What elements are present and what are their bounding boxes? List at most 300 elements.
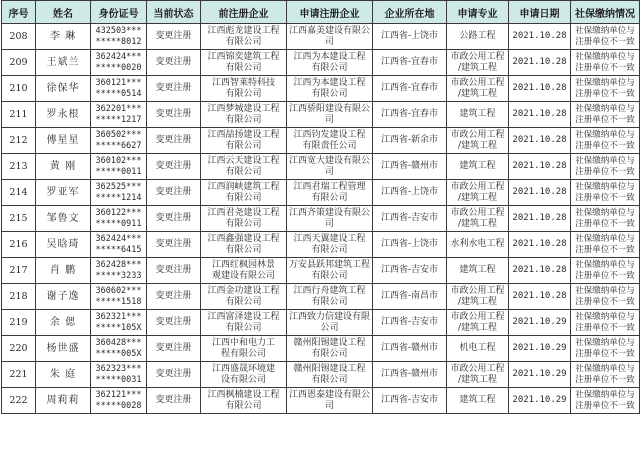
major-line-2: /建筑工程 bbox=[457, 192, 498, 203]
cell-insurance bbox=[571, 362, 640, 388]
prev-company-line-1: 江西富泽建设工程 bbox=[207, 311, 280, 322]
header-location: 企业所在地 bbox=[373, 1, 447, 24]
id-line-2: *****6415 bbox=[95, 244, 142, 255]
prev-company-line-2: 有限公司 bbox=[225, 296, 262, 307]
header-no: 序号 bbox=[2, 1, 36, 24]
cell-date: 2021.10.28 bbox=[509, 284, 571, 310]
apply-company-line-2: 有限公司 bbox=[311, 244, 348, 255]
table-row bbox=[2, 154, 640, 180]
insurance-line-1: 社保缴纳单位与 bbox=[575, 260, 635, 270]
cell-insurance bbox=[571, 310, 640, 336]
cell-date: 2021.10.28 bbox=[509, 206, 571, 232]
cell-location: 江西省-赣州市 bbox=[373, 336, 447, 362]
apply-company-line-1: 赣州阳锡建设工程 bbox=[293, 337, 366, 348]
cell-status: 变更注册 bbox=[147, 128, 201, 154]
header-id: 身份证号 bbox=[91, 1, 147, 24]
apply-company-line-2: 有限公司 bbox=[311, 270, 348, 281]
cell-status: 变更注册 bbox=[147, 206, 201, 232]
cell-major bbox=[447, 362, 509, 388]
cell-location: 江西省-赣州市 bbox=[373, 154, 447, 180]
cell-apply-company bbox=[287, 284, 373, 310]
major-line-2: /建筑工程 bbox=[457, 296, 498, 307]
cell-id bbox=[91, 128, 147, 154]
cell-date: 2021.10.28 bbox=[509, 76, 571, 102]
cell-location: 江西省-南昌市 bbox=[373, 284, 447, 310]
cell-no: 213 bbox=[2, 154, 36, 180]
cell-major bbox=[447, 128, 509, 154]
table-row bbox=[2, 336, 640, 362]
prev-company-line-2: 有限公司 bbox=[225, 192, 262, 203]
table-row bbox=[2, 206, 640, 232]
cell-prev-company bbox=[201, 76, 287, 102]
cell-id bbox=[91, 388, 147, 414]
cell-id bbox=[91, 336, 147, 362]
header-insurance: 社保缴纳情况 bbox=[571, 1, 640, 24]
cell-major bbox=[447, 206, 509, 232]
prev-company-line-2: 有限公司 bbox=[225, 62, 262, 73]
major-line-2: /建筑工程 bbox=[457, 218, 498, 229]
table-row bbox=[2, 50, 640, 76]
major-line-2: /建筑工程 bbox=[457, 322, 498, 333]
insurance-line-2: 注册单位不一致 bbox=[575, 296, 635, 307]
cell-status: 变更注册 bbox=[147, 154, 201, 180]
prev-company-line-1: 江西盛晟环境建 bbox=[211, 363, 275, 374]
table-header-row bbox=[2, 1, 640, 24]
major-line-1: 市政公用工程 bbox=[450, 77, 505, 88]
id-line-1: 360602*** bbox=[95, 285, 142, 296]
prev-company-line-1: 江西智莱特科技 bbox=[211, 77, 275, 88]
cell-date: 2021.10.28 bbox=[509, 102, 571, 128]
apply-company-line-1: 江西骄阳建设有限公司 bbox=[288, 103, 370, 125]
id-line-1: 362525*** bbox=[95, 181, 142, 192]
cell-name: 王斌兰 bbox=[36, 50, 91, 76]
insurance-line-1: 社保缴纳单位与 bbox=[575, 130, 635, 140]
apply-company-line-1: 江西宽大建设有限公司 bbox=[288, 155, 370, 177]
id-line-1: 362428*** bbox=[95, 259, 142, 270]
cell-apply-company bbox=[287, 24, 373, 50]
major-line-1: 机电工程 bbox=[459, 343, 496, 353]
cell-location: 江西省-宜春市 bbox=[373, 50, 447, 76]
cell-status: 变更注册 bbox=[147, 284, 201, 310]
cell-date: 2021.10.28 bbox=[509, 24, 571, 50]
cell-status: 变更注册 bbox=[147, 258, 201, 284]
cell-id bbox=[91, 310, 147, 336]
cell-apply-company bbox=[287, 128, 373, 154]
id-line-2: *****1214 bbox=[95, 192, 142, 203]
cell-id bbox=[91, 362, 147, 388]
prev-company-line-2: 有限公司 bbox=[225, 218, 262, 229]
major-line-1: 市政公用工程 bbox=[450, 51, 505, 62]
cell-apply-company bbox=[287, 50, 373, 76]
id-line-2: *****8012 bbox=[95, 36, 142, 47]
cell-id bbox=[91, 24, 147, 50]
cell-no: 221 bbox=[2, 362, 36, 388]
apply-company-line-2: 有限公司 bbox=[311, 374, 348, 385]
cell-location: 江西省-吉安市 bbox=[373, 206, 447, 232]
cell-status: 变更注册 bbox=[147, 362, 201, 388]
cell-no: 209 bbox=[2, 50, 36, 76]
cell-id bbox=[91, 76, 147, 102]
table-row bbox=[2, 284, 640, 310]
insurance-line-1: 社保缴纳单位与 bbox=[575, 156, 635, 166]
apply-company-line-1: 万安县跃邦建筑工程 bbox=[288, 259, 370, 270]
apply-company-line-2: 有限公司 bbox=[311, 348, 348, 359]
apply-company-line-1: 赣州阳锡建设工程 bbox=[293, 363, 366, 374]
cell-no: 214 bbox=[2, 180, 36, 206]
cell-apply-company bbox=[287, 206, 373, 232]
id-line-1: 362121*** bbox=[95, 389, 142, 400]
cell-status: 变更注册 bbox=[147, 76, 201, 102]
cell-insurance bbox=[571, 388, 640, 414]
cell-date: 2021.10.28 bbox=[509, 154, 571, 180]
cell-id bbox=[91, 206, 147, 232]
major-line-1: 建筑工程 bbox=[459, 395, 496, 405]
id-line-1: 360102*** bbox=[95, 155, 142, 166]
cell-prev-company bbox=[201, 310, 287, 336]
major-line-2: /建筑工程 bbox=[457, 374, 498, 385]
cell-date: 2021.10.29 bbox=[509, 388, 571, 414]
table-row bbox=[2, 232, 640, 258]
id-line-2: *****005X bbox=[95, 348, 142, 359]
cell-location: 江西省-上饶市 bbox=[373, 180, 447, 206]
cell-location: 江西省-上饶市 bbox=[373, 24, 447, 50]
apply-company-line-2: 公司 bbox=[320, 322, 339, 333]
major-line-1: 水利水电工程 bbox=[450, 239, 505, 249]
prev-company-line-2: 有限公司 bbox=[225, 88, 262, 99]
major-line-2: /建筑工程 bbox=[457, 140, 498, 151]
table-row bbox=[2, 102, 640, 128]
prev-company-line-1: 江西中和电力工 bbox=[211, 337, 275, 348]
header-date: 申请日期 bbox=[509, 1, 571, 24]
cell-prev-company bbox=[201, 336, 287, 362]
insurance-line-2: 注册单位不一致 bbox=[575, 374, 635, 385]
prev-company-line-2: 有限公司 bbox=[225, 166, 262, 177]
cell-status: 变更注册 bbox=[147, 102, 201, 128]
cell-insurance bbox=[571, 154, 640, 180]
cell-name: 徐保华 bbox=[36, 76, 91, 102]
major-line-1: 建筑工程 bbox=[459, 161, 496, 171]
insurance-line-2: 注册单位不一致 bbox=[575, 114, 635, 125]
cell-name: 吴晗琦 bbox=[36, 232, 91, 258]
cell-name: 罗永根 bbox=[36, 102, 91, 128]
cell-name: 肖 鹏 bbox=[36, 258, 91, 284]
cell-location: 江西省-赣州市 bbox=[373, 362, 447, 388]
cell-prev-company bbox=[201, 180, 287, 206]
cell-apply-company bbox=[287, 180, 373, 206]
cell-id bbox=[91, 154, 147, 180]
insurance-line-1: 社保缴纳单位与 bbox=[575, 182, 635, 192]
major-line-1: 建筑工程 bbox=[459, 109, 496, 119]
prev-company-line-2: 设有限公司 bbox=[220, 374, 266, 385]
table-row bbox=[2, 24, 640, 50]
apply-company-line-1: 江西天翼建设工程 bbox=[293, 233, 366, 244]
cell-id bbox=[91, 102, 147, 128]
cell-no: 220 bbox=[2, 336, 36, 362]
apply-company-line-1: 江西嘉美建设有限公司 bbox=[288, 25, 370, 47]
cell-apply-company bbox=[287, 154, 373, 180]
cell-date: 2021.10.28 bbox=[509, 50, 571, 76]
cell-no: 216 bbox=[2, 232, 36, 258]
insurance-line-1: 社保缴纳单位与 bbox=[575, 312, 635, 322]
apply-company-line-1: 江西致力信建设有限 bbox=[288, 311, 370, 322]
prev-company-line-1: 江西梦城建设工程 bbox=[207, 103, 280, 114]
cell-location: 江西省-吉安市 bbox=[373, 388, 447, 414]
prev-company-line-1: 江西红枫园林景 bbox=[211, 259, 275, 270]
insurance-line-1: 社保缴纳单位与 bbox=[575, 104, 635, 114]
cell-status: 变更注册 bbox=[147, 336, 201, 362]
cell-major bbox=[447, 232, 509, 258]
cell-status: 变更注册 bbox=[147, 180, 201, 206]
apply-company-line-1: 江西恩泰建设有限公司 bbox=[288, 389, 370, 411]
cell-status: 变更注册 bbox=[147, 388, 201, 414]
insurance-line-2: 注册单位不一致 bbox=[575, 218, 635, 229]
apply-company-line-2: 有限公司 bbox=[311, 192, 348, 203]
cell-prev-company bbox=[201, 388, 287, 414]
cell-apply-company bbox=[287, 232, 373, 258]
insurance-line-1: 社保缴纳单位与 bbox=[575, 364, 635, 374]
major-line-1: 市政公用工程 bbox=[450, 311, 505, 322]
cell-prev-company bbox=[201, 362, 287, 388]
cell-major bbox=[447, 388, 509, 414]
apply-company-line-2: 有限公司 bbox=[311, 296, 348, 307]
cell-insurance bbox=[571, 128, 640, 154]
cell-date: 2021.10.29 bbox=[509, 336, 571, 362]
insurance-line-2: 注册单位不一致 bbox=[575, 348, 635, 359]
id-line-1: 362201*** bbox=[95, 103, 142, 114]
prev-company-line-2: 有限公司 bbox=[225, 114, 262, 125]
id-line-2: *****0028 bbox=[95, 400, 142, 411]
prev-company-line-1: 江西君尧建设工程 bbox=[207, 207, 280, 218]
table-row bbox=[2, 388, 640, 414]
prev-company-line-1: 江西润峡建筑工程 bbox=[207, 181, 280, 192]
insurance-line-2: 注册单位不一致 bbox=[575, 400, 635, 411]
cell-location: 江西省-宜春市 bbox=[373, 102, 447, 128]
id-line-2: *****1518 bbox=[95, 296, 142, 307]
major-line-1: 市政公用工程 bbox=[450, 129, 505, 140]
cell-prev-company bbox=[201, 284, 287, 310]
apply-company-line-1: 江西为本建设工程 bbox=[293, 51, 366, 62]
id-line-1: 362321*** bbox=[95, 311, 142, 322]
id-line-1: 362424*** bbox=[95, 233, 142, 244]
insurance-line-2: 注册单位不一致 bbox=[575, 88, 635, 99]
major-line-1: 市政公用工程 bbox=[450, 363, 505, 374]
apply-company-line-2: 有限公司 bbox=[311, 62, 348, 73]
id-line-2: *****6627 bbox=[95, 140, 142, 151]
cell-insurance bbox=[571, 102, 640, 128]
apply-company-line-2: 有限公司 bbox=[311, 88, 348, 99]
insurance-line-1: 社保缴纳单位与 bbox=[575, 390, 635, 400]
cell-name: 朱 庭 bbox=[36, 362, 91, 388]
cell-id bbox=[91, 284, 147, 310]
apply-company-line-1: 江西钧发建设工程 bbox=[293, 129, 366, 140]
prev-company-line-1: 江西喆扬建设工程 bbox=[207, 129, 280, 140]
cell-name: 余 偲 bbox=[36, 310, 91, 336]
cell-insurance bbox=[571, 24, 640, 50]
insurance-line-2: 注册单位不一致 bbox=[575, 62, 635, 73]
prev-company-line-2: 有限公司 bbox=[225, 322, 262, 333]
table-row bbox=[2, 128, 640, 154]
cell-major bbox=[447, 24, 509, 50]
cell-apply-company bbox=[287, 336, 373, 362]
insurance-line-1: 社保缴纳单位与 bbox=[575, 78, 635, 88]
insurance-line-2: 注册单位不一致 bbox=[575, 192, 635, 203]
id-line-1: 360428*** bbox=[95, 337, 142, 348]
id-line-2: *****105X bbox=[95, 322, 142, 333]
insurance-line-2: 注册单位不一致 bbox=[575, 140, 635, 151]
id-line-1: 432503*** bbox=[95, 25, 142, 36]
insurance-line-2: 注册单位不一致 bbox=[575, 166, 635, 177]
cell-no: 210 bbox=[2, 76, 36, 102]
cell-insurance bbox=[571, 232, 640, 258]
major-line-1: 建筑工程 bbox=[459, 265, 496, 275]
apply-company-line-2: 有限责任公司 bbox=[302, 140, 357, 151]
prev-company-line-1: 江西彪龙建设工程 bbox=[207, 25, 280, 36]
cell-location: 江西省-吉安市 bbox=[373, 310, 447, 336]
cell-status: 变更注册 bbox=[147, 310, 201, 336]
cell-major bbox=[447, 50, 509, 76]
prev-company-line-1: 江西锦奕建筑工程 bbox=[207, 51, 280, 62]
cell-date: 2021.10.28 bbox=[509, 232, 571, 258]
header-status: 当前状态 bbox=[147, 1, 201, 24]
id-line-2: *****0020 bbox=[95, 62, 142, 73]
cell-insurance bbox=[571, 284, 640, 310]
id-line-1: 360502*** bbox=[95, 129, 142, 140]
id-line-2: *****0011 bbox=[95, 166, 142, 177]
cell-name: 周莉莉 bbox=[36, 388, 91, 414]
cell-no: 208 bbox=[2, 24, 36, 50]
cell-id bbox=[91, 232, 147, 258]
insurance-line-2: 注册单位不一致 bbox=[575, 270, 635, 281]
table-row bbox=[2, 258, 640, 284]
cell-status: 变更注册 bbox=[147, 232, 201, 258]
cell-location: 江西省-上饶市 bbox=[373, 232, 447, 258]
cell-name: 罗亚军 bbox=[36, 180, 91, 206]
id-line-1: 362323*** bbox=[95, 363, 142, 374]
cell-insurance bbox=[571, 258, 640, 284]
table-body bbox=[2, 24, 640, 414]
cell-no: 222 bbox=[2, 388, 36, 414]
major-line-2: /建筑工程 bbox=[457, 88, 498, 99]
cell-prev-company bbox=[201, 24, 287, 50]
prev-company-line-2: 有限公司 bbox=[225, 36, 262, 47]
cell-no: 215 bbox=[2, 206, 36, 232]
cell-prev-company bbox=[201, 154, 287, 180]
id-line-2: *****0031 bbox=[95, 374, 142, 385]
insurance-line-2: 注册单位不一致 bbox=[575, 244, 635, 255]
cell-insurance bbox=[571, 180, 640, 206]
cell-status: 变更注册 bbox=[147, 24, 201, 50]
cell-date: 2021.10.28 bbox=[509, 180, 571, 206]
cell-prev-company bbox=[201, 50, 287, 76]
insurance-line-1: 社保缴纳单位与 bbox=[575, 26, 635, 36]
apply-company-line-1: 江西行舟建筑工程 bbox=[293, 285, 366, 296]
prev-company-line-1: 江西枫楠建设工程 bbox=[207, 389, 280, 400]
cell-prev-company bbox=[201, 128, 287, 154]
cell-name: 黄 刚 bbox=[36, 154, 91, 180]
cell-id bbox=[91, 258, 147, 284]
major-line-1: 市政公用工程 bbox=[450, 207, 505, 218]
major-line-1: 市政公用工程 bbox=[450, 285, 505, 296]
cell-prev-company bbox=[201, 258, 287, 284]
cell-insurance bbox=[571, 336, 640, 362]
id-line-1: 362424*** bbox=[95, 51, 142, 62]
prev-company-line-1: 江西云天建设工程 bbox=[207, 155, 280, 166]
table-row bbox=[2, 76, 640, 102]
prev-company-line-2: 程有限公司 bbox=[220, 348, 266, 359]
id-line-2: *****0911 bbox=[95, 218, 142, 229]
cell-apply-company bbox=[287, 258, 373, 284]
major-line-1: 公路工程 bbox=[459, 31, 496, 41]
cell-name: 杨世盛 bbox=[36, 336, 91, 362]
header-apply-company: 申请注册企业 bbox=[287, 1, 373, 24]
cell-apply-company bbox=[287, 76, 373, 102]
insurance-line-1: 社保缴纳单位与 bbox=[575, 286, 635, 296]
cell-major bbox=[447, 154, 509, 180]
major-line-2: /建筑工程 bbox=[457, 62, 498, 73]
cell-date: 2021.10.29 bbox=[509, 310, 571, 336]
cell-major bbox=[447, 310, 509, 336]
prev-company-line-2: 有限公司 bbox=[225, 400, 262, 411]
cell-major bbox=[447, 102, 509, 128]
cell-no: 219 bbox=[2, 310, 36, 336]
cell-date: 2021.10.28 bbox=[509, 258, 571, 284]
cell-apply-company bbox=[287, 388, 373, 414]
cell-name: 李 琳 bbox=[36, 24, 91, 50]
cell-id bbox=[91, 180, 147, 206]
cell-date: 2021.10.29 bbox=[509, 362, 571, 388]
prev-company-line-2: 有限公司 bbox=[225, 140, 262, 151]
cell-apply-company bbox=[287, 362, 373, 388]
insurance-line-1: 社保缴纳单位与 bbox=[575, 234, 635, 244]
cell-name: 邹鲁文 bbox=[36, 206, 91, 232]
insurance-line-1: 社保缴纳单位与 bbox=[575, 208, 635, 218]
cell-prev-company bbox=[201, 232, 287, 258]
prev-company-line-2: 有限公司 bbox=[225, 244, 262, 255]
table-row bbox=[2, 362, 640, 388]
id-line-2: *****1217 bbox=[95, 114, 142, 125]
cell-major bbox=[447, 284, 509, 310]
insurance-line-2: 注册单位不一致 bbox=[575, 322, 635, 333]
registration-table bbox=[1, 0, 640, 414]
cell-status: 变更注册 bbox=[147, 50, 201, 76]
major-line-1: 市政公用工程 bbox=[450, 181, 505, 192]
id-line-1: 360121*** bbox=[95, 77, 142, 88]
insurance-line-2: 注册单位不一致 bbox=[575, 36, 635, 47]
cell-location: 江西省-吉安市 bbox=[373, 258, 447, 284]
prev-company-line-2: 观建设有限公司 bbox=[211, 270, 275, 281]
apply-company-line-1: 江西君瑞工程管理 bbox=[293, 181, 366, 192]
header-major: 申请专业 bbox=[447, 1, 509, 24]
cell-no: 211 bbox=[2, 102, 36, 128]
id-line-2: *****0514 bbox=[95, 88, 142, 99]
cell-prev-company bbox=[201, 206, 287, 232]
cell-major bbox=[447, 180, 509, 206]
prev-company-line-1: 江西鑫强建设工程 bbox=[207, 233, 280, 244]
cell-date: 2021.10.28 bbox=[509, 128, 571, 154]
table-row bbox=[2, 180, 640, 206]
cell-name: 傅星星 bbox=[36, 128, 91, 154]
apply-company-line-1: 江西为本建设工程 bbox=[293, 77, 366, 88]
id-line-1: 360122*** bbox=[95, 207, 142, 218]
prev-company-line-1: 江西金功建设工程 bbox=[207, 285, 280, 296]
apply-company-line-1: 江西齐策建设有限公司 bbox=[288, 207, 370, 229]
cell-location: 江西省-新余市 bbox=[373, 128, 447, 154]
cell-location: 江西省-宜春市 bbox=[373, 76, 447, 102]
cell-no: 217 bbox=[2, 258, 36, 284]
cell-insurance bbox=[571, 206, 640, 232]
cell-id bbox=[91, 50, 147, 76]
insurance-line-1: 社保缴纳单位与 bbox=[575, 52, 635, 62]
